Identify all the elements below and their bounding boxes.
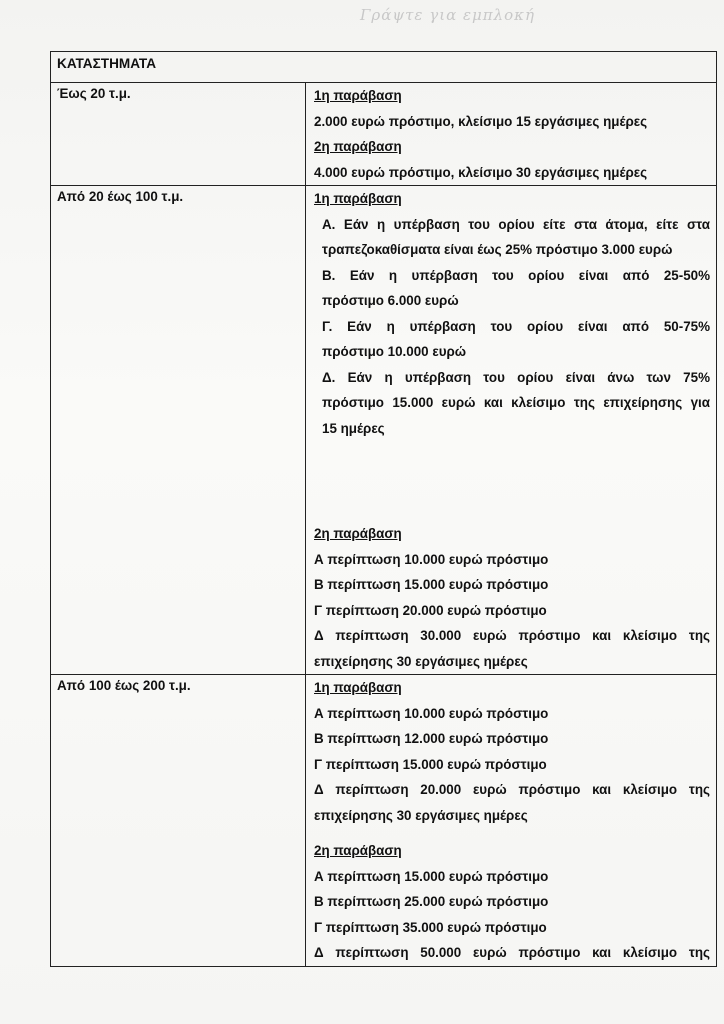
fine-line: πρόστιμο 15.000 ευρώ και κλείσιμο της επιχείρησης για [322, 395, 710, 410]
fine-line: επιχείρησης 30 εργάσιμες ημέρες [314, 807, 528, 823]
fines-cell [306, 186, 717, 675]
fine-line: Δ. Εάν η υπέρβαση του ορίου είναι άνω των 75% [322, 369, 710, 385]
fines-cell [306, 675, 717, 967]
table-row [51, 186, 717, 675]
fine-line: Δ περίπτωση 30.000 ευρώ πρόστιμο και κλείσιμο της [314, 628, 710, 643]
fine-line: Α περίπτωση 10.000 ευρώ πρόστιμο [314, 551, 549, 567]
fine-line: Β περίπτωση 25.000 ευρώ πρόστιμο [314, 894, 549, 909]
fine-line: Δ περίπτωση 50.000 ευρώ πρόστιμο και κλείσιμο της [314, 945, 710, 960]
violation-title: 2η παράβαση [314, 526, 402, 541]
violation-title: 1η παράβαση [314, 88, 402, 103]
fine-line: επιχείρησης 30 εργάσιμες ημέρες [314, 653, 528, 669]
fine-line: Γ. Εάν η υπέρβαση του ορίου είναι από 50-75% [322, 318, 710, 334]
table-row [51, 675, 717, 967]
spacer [306, 441, 716, 521]
violation-title: 2η παράβαση [314, 139, 402, 154]
fine-line: Δ περίπτωση 20.000 ευρώ πρόστιμο και κλείσιμο της [314, 782, 710, 797]
fine-line: Β περίπτωση 12.000 ευρώ πρόστιμο [314, 731, 549, 746]
fines-cell [306, 83, 717, 186]
table-row [51, 83, 717, 186]
fine-line: Γ περίπτωση 35.000 ευρώ πρόστιμο [314, 919, 547, 935]
fines-table [50, 51, 717, 967]
fine-line: Γ περίπτωση 20.000 ευρώ πρόστιμο [314, 602, 547, 618]
table-header: ΚΑΤΑΣΤΗΜΑΤΑ [51, 52, 717, 83]
category-cell: Από 100 έως 200 τ.μ. [51, 675, 306, 967]
category-cell: Από 20 έως 100 τ.μ. [51, 186, 306, 675]
fine-line: Γ περίπτωση 15.000 ευρώ πρόστιμο [314, 756, 547, 772]
fine-line: τραπεζοκαθίσματα είναι έως 25% πρόστιμο 3.000 ευρώ [322, 242, 673, 257]
fine-line: Β. Εάν η υπέρβαση του ορίου είναι από 25-50% [322, 267, 710, 283]
violation-title: 2η παράβαση [314, 843, 402, 858]
fine-line: πρόστιμο 10.000 ευρώ [322, 344, 467, 359]
fine-line: Β περίπτωση 15.000 ευρώ πρόστιμο [314, 577, 549, 592]
fine-line: 2.000 ευρώ πρόστιμο, κλείσιμο 15 εργάσιμες ημέρες [314, 113, 648, 129]
violation-title: 1η παράβαση [314, 191, 402, 206]
fine-line: Α. Εάν η υπέρβαση του ορίου είτε στα άτομα, είτε στα [322, 216, 710, 232]
handwritten-note: Γράψτε για εμπλοκή [360, 6, 535, 24]
spacer [306, 828, 716, 838]
table-header-row [51, 52, 717, 83]
fine-line: πρόστιμο 6.000 ευρώ [322, 293, 459, 308]
fine-line: Α περίπτωση 10.000 ευρώ πρόστιμο [314, 705, 549, 721]
category-cell: Έως 20 τ.μ. [51, 83, 306, 186]
fine-line: 4.000 ευρώ πρόστιμο, κλείσιμο 30 εργάσιμες ημέρες [314, 164, 648, 180]
fine-line: Α περίπτωση 15.000 ευρώ πρόστιμο [314, 868, 549, 884]
fine-line: 15 ημέρες [322, 420, 385, 436]
violation-title: 1η παράβαση [314, 680, 402, 695]
